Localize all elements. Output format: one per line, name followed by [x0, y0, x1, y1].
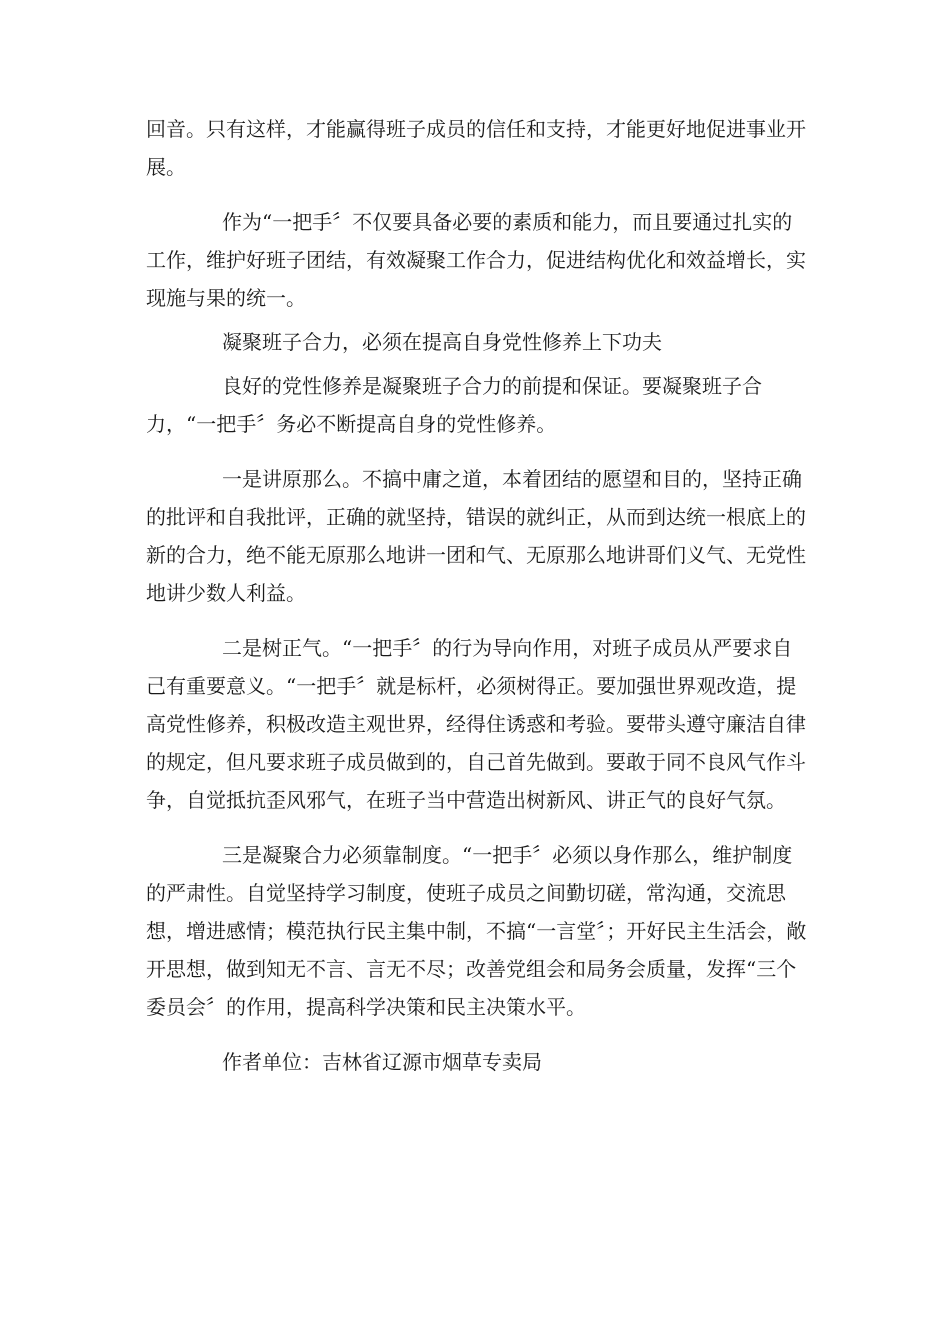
paragraph-party-spirit: 良好的党性修养是凝聚班子合力的前提和保证。要凝聚班子合力，“一把手〞务必不断提高自身的党性修养。 — [146, 374, 762, 436]
paragraph-point-two: 二是树正气。“一把手〞的行为导向作用，对班子成员从严要求自己有重要意义。“一把手〞就是标杆，必须树得正。要加强世界观改造，提高党性修养，积极改造主观世界，经得住诱惑和考验。要带头遵守廉洁自律的规定，但凡要求班子成员做到的，自己首先做到。要敢于同不良风气作斗争，自觉抵抗歪风邪气，在班子当中营造出树新风、讲正气的良好气氛。 — [146, 636, 806, 812]
paragraph-continuation: 回音。只有这样，才能赢得班子成员的信任和支持，才能更好地促进事业开展。 — [146, 117, 806, 179]
paragraph-point-one: 一是讲原那么。不搞中庸之道，本着团结的愿望和目的，坚持正确的批评和自我批评，正确的就坚持，错误的就纠正，从而到达统一根底上的新的合力，绝不能无原那么地讲一团和气、无原那么地讲哥们义气、无党性地讲少数人利益。 — [146, 467, 806, 605]
section-heading: 凝聚班子合力，必须在提高自身党性修养上下功夫 — [222, 330, 662, 354]
paragraph-yibashou-role: 作为“一把手〞不仅要具备必要的素质和能力，而且要通过扎实的工作，维护好班子团结，有效凝聚工作合力，促进结构优化和效益增长，实现施与果的统一。 — [146, 210, 806, 310]
document-body — [146, 110, 810, 1081]
paragraph-point-three: 三是凝聚合力必须靠制度。“一把手〞必须以身作那么，维护制度的严肃性。自觉坚持学习制度，使班子成员之间勤切磋，常沟通，交流思想，增进感情；模范执行民主集中制，不搞“一言堂〞；开好民主生活会，敞开思想，做到知无不言、言无不尽；改善党组会和局务会质量，发挥“三个委员会〞的作用，提高科学决策和民主决策水平。 — [146, 843, 807, 1019]
author-affiliation: 作者单位：吉林省辽源市烟草专卖局 — [222, 1050, 542, 1074]
